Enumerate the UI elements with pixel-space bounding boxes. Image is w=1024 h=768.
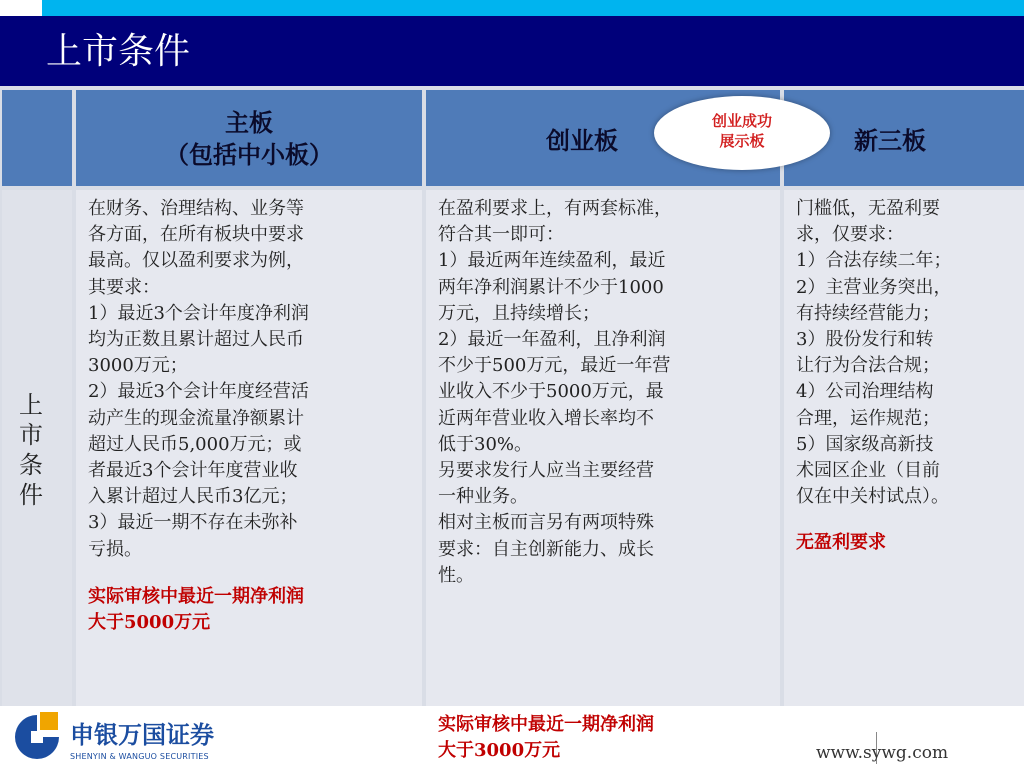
header-new-third-board-title: 新三板 [854, 126, 926, 155]
text-line: 合理，运作规范； [796, 407, 940, 429]
text-line: 门槛低，无盈利要 [796, 198, 940, 219]
top-strip-left [0, 0, 42, 16]
highlight-line: 大于3000万元 [438, 740, 561, 762]
growth-showcase-badge [654, 96, 830, 170]
new-third-board-highlight [796, 530, 886, 556]
text-line: 有持续经营能力； [796, 302, 940, 324]
text-line: 入累计超过人民币3亿元； [88, 486, 298, 508]
text-line: 业收入不少于5000万元，最 [438, 381, 664, 403]
company-url: www.sywg.com [816, 743, 949, 763]
text-line: 万元，且持续增长； [438, 302, 600, 324]
header-main-board-subtitle: （包括中小板） [165, 140, 333, 169]
row-label-cell [2, 190, 72, 706]
header-main-board-title: 主板 [225, 108, 273, 137]
text-line: 让行为合法合规； [796, 355, 940, 377]
title-bar [0, 16, 1024, 86]
main-board-text [88, 196, 309, 563]
text-line: 2）最近3个会计年度经营活 [88, 381, 309, 403]
text-line: 各方面，在所有板块中要求 [88, 224, 304, 246]
text-line: 超过人民币5,000万元；或 [88, 433, 302, 455]
row-label-char: 上 [19, 391, 43, 419]
text-line: 不少于500万元，最近一年营 [438, 355, 671, 377]
top-accent-strip [42, 0, 1024, 16]
growth-board-requirements [426, 190, 780, 762]
text-line: 要求：自主创新能力、成长 [438, 538, 654, 560]
growth-board-highlight [438, 712, 654, 764]
slide-title: 上市条件 [46, 31, 191, 72]
text-line: 符合其一即可： [438, 224, 564, 246]
new-third-board-text [796, 196, 951, 510]
text-line: 一种业务。 [438, 486, 528, 508]
new-third-board-requirements [784, 190, 1024, 706]
company-logo-icon [12, 710, 62, 760]
text-line: 相对主板而言另有两项特殊 [438, 512, 654, 534]
text-line: 2）主营业务突出， [796, 276, 952, 298]
text-line: 1）合法存续二年； [796, 250, 952, 272]
growth-board-text [438, 196, 672, 589]
text-line: 求，仅要求： [796, 224, 904, 246]
text-line: 者最近3个会计年度营业收 [88, 460, 298, 482]
text-line: 性。 [438, 564, 474, 586]
highlight-line: 实际审核中最近一期净利润 [88, 586, 304, 607]
text-line: 3）股份发行和转 [796, 329, 934, 351]
company-name: 申银万国证券 [70, 721, 214, 749]
header-main-board [76, 90, 422, 186]
text-line: 其要求： [88, 276, 160, 298]
row-label-char: 市 [19, 421, 43, 449]
badge-line: 创业成功 [711, 112, 772, 130]
highlight-line: 大于5000万元 [88, 612, 211, 634]
text-line: 最高。仅以盈利要求为例， [88, 250, 304, 272]
badge-line: 展示板 [719, 132, 765, 150]
text-line: 低于30%。 [438, 433, 533, 455]
main-board-highlight [88, 584, 304, 636]
text-line: 1）最近3个会计年度净利润 [88, 302, 309, 324]
highlight-line: 实际审核中最近一期净利润 [438, 714, 654, 735]
text-line: 5）国家级高新技 [796, 433, 934, 455]
row-label [16, 390, 46, 510]
highlight-line: 无盈利要求 [796, 532, 886, 553]
text-line: 3000万元； [88, 355, 188, 377]
text-line: 动产生的现金流量净额累计 [88, 407, 304, 429]
text-line: 在财务、治理结构、业务等 [88, 198, 304, 219]
text-line: 近两年营业收入增长率均不 [438, 407, 654, 429]
text-line: 2）最近一年盈利，且净利润 [438, 329, 666, 351]
text-line: 4）公司治理结构 [796, 381, 934, 403]
text-line: 亏损。 [88, 538, 142, 560]
row-label-char: 条 [19, 451, 43, 479]
main-board-requirements [76, 190, 422, 706]
text-line: 术园区企业（目前 [796, 460, 940, 482]
company-name-en: SHENYIN & WANGUO SECURITIES [70, 752, 209, 761]
text-line: 仅在中关村试点）。 [796, 486, 949, 508]
text-line: 在盈利要求上，有两套标准， [438, 198, 672, 219]
text-line: 另要求发行人应当主要经营 [438, 460, 654, 482]
text-line: 1）最近两年连续盈利，最近 [438, 250, 666, 272]
row-label-char: 件 [19, 481, 43, 509]
text-line: 两年净利润累计不少于1000 [438, 276, 664, 298]
text-line: 均为正数且累计超过人民币 [88, 329, 304, 351]
header-growth-board-title: 创业板 [546, 126, 618, 155]
text-line: 3）最近一期不存在未弥补 [88, 512, 298, 534]
header-cell-empty [2, 90, 72, 186]
